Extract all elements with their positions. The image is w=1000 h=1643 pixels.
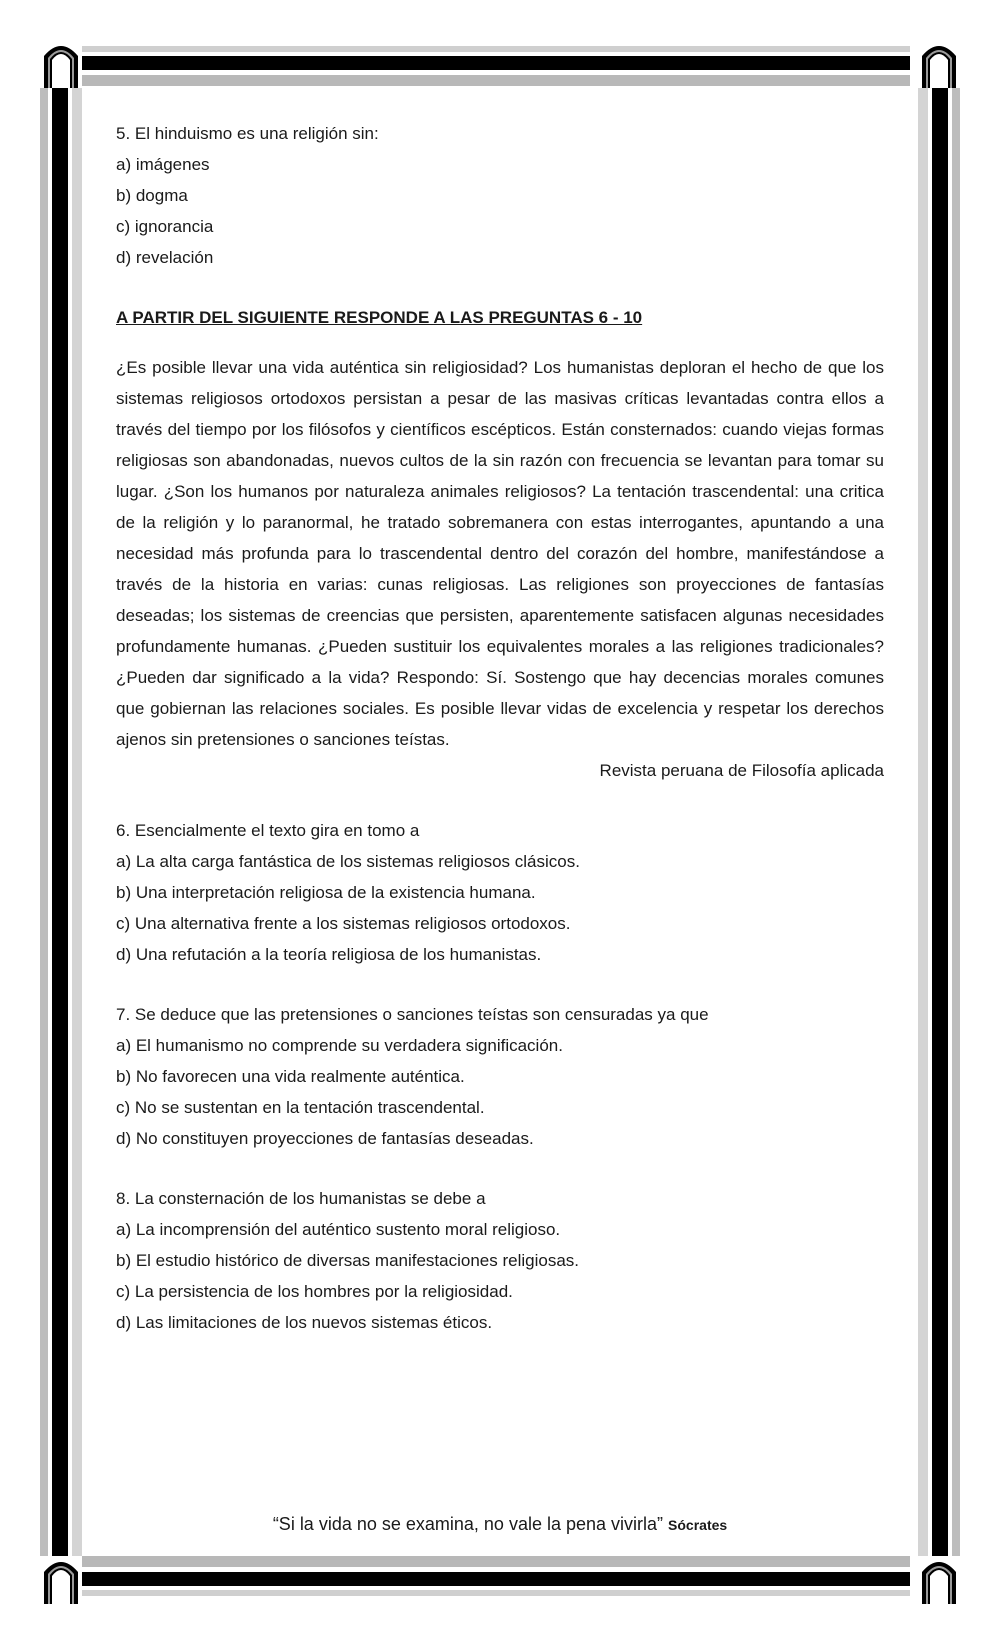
question-8 — [116, 1183, 884, 1338]
worksheet-content — [116, 118, 884, 1367]
quote-author: Sócrates — [668, 1517, 728, 1533]
answer-option: c) ignorancia — [116, 217, 214, 236]
answer-option: a) imágenes — [116, 155, 210, 174]
reading-passage: ¿Es posible llevar una vida auténtica sin religiosidad? Los humanistas deploran el hecho de que los sistemas religiosos ortodoxos persistan a pesar de las masivas críticas levantadas contra ellos a través del tiempo por los filósofos y científicos escépticos. Están consternados: cuando viejas formas religiosas son abandonadas, nuevos cultos de la sin razón con frecuencia se levantan para tomar su lugar. ¿Son los humanos por naturaleza animales religiosos? La tentación trascendental: una critica de la religión y lo paranormal, he tratado sobremanera con estas interrogantes, apuntando a una necesidad más profunda para lo trascendental dentro del corazón del hombre, manifestándose a través de la historia en varias: cunas religiosas. Las religiones son proyecciones de fantasías deseadas; los sistemas de creencias que persisten, aparentemente satisfacen algunas necesidades profundamente humanas. ¿Pueden sustituir los equivalentes morales a las religiones tradicionales? ¿Pueden dar significado a la vida? Respondo: Sí. Sostengo que hay decencias morales comunes que gobiernan las relaciones sociales. Es posible llevar vidas de excelencia y respetar los derechos ajenos sin pretensiones o sanciones teístas. — [116, 358, 884, 749]
border-bottom — [60, 1556, 910, 1596]
answer-option: d) revelación — [116, 248, 214, 267]
question-7 — [116, 999, 884, 1154]
answer-option: d) Las limitaciones de los nuevos sistemas éticos. — [116, 1313, 493, 1332]
answer-option: c) Una alternativa frente a los sistemas religiosos ortodoxos. — [116, 914, 571, 933]
quote-text: “Si la vida no se examina, no vale la pena vivirla” — [272, 1514, 664, 1534]
corner-ornament-icon — [918, 40, 960, 88]
corner-ornament-icon — [40, 40, 82, 88]
question-5 — [116, 118, 884, 273]
border-top — [60, 46, 910, 86]
answer-option: d) No constituyen proyecciones de fantasías deseadas. — [116, 1129, 534, 1148]
footer-quote — [0, 1512, 1000, 1537]
answer-option: a) La alta carga fantástica de los sistemas religiosos clásicos. — [116, 852, 580, 871]
corner-ornament-icon — [40, 1556, 82, 1604]
answer-option: d) Una refutación a la teoría religiosa de los humanistas. — [116, 945, 542, 964]
question-6 — [116, 815, 884, 970]
question-prompt: 5. El hinduismo es una religión sin: — [116, 124, 379, 143]
question-prompt: 7. Se deduce que las pretensiones o sanciones teístas son censuradas ya que — [116, 1005, 709, 1024]
answer-option: b) Una interpretación religiosa de la existencia humana. — [116, 883, 536, 902]
question-prompt: 6. Esencialmente el texto gira en tomo a — [116, 821, 420, 840]
answer-option: a) La incomprensión del auténtico sustento moral religioso. — [116, 1220, 561, 1239]
answer-option: c) No se sustentan en la tentación trascendental. — [116, 1098, 485, 1117]
answer-option: b) No favorecen una vida realmente auténtica. — [116, 1067, 465, 1086]
answer-option: b) dogma — [116, 186, 188, 205]
section-heading: A PARTIR DEL SIGUIENTE RESPONDE A LAS PREGUNTAS 6 - 10 — [116, 308, 643, 327]
question-prompt: 8. La consternación de los humanistas se debe a — [116, 1189, 486, 1208]
border-right — [918, 60, 960, 1600]
corner-ornament-icon — [918, 1556, 960, 1604]
answer-option: c) La persistencia de los hombres por la religiosidad. — [116, 1282, 513, 1301]
answer-option: b) El estudio histórico de diversas manifestaciones religiosas. — [116, 1251, 580, 1270]
passage-source: Revista peruana de Filosofía aplicada — [599, 761, 884, 780]
answer-option: a) El humanismo no comprende su verdadera significación. — [116, 1036, 563, 1055]
border-left — [40, 60, 82, 1600]
